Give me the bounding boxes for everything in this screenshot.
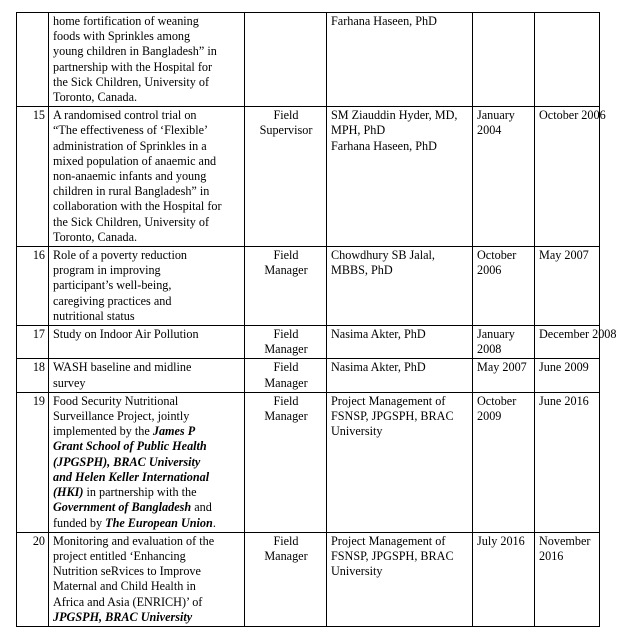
text-segment: funded by	[53, 515, 106, 530]
role-line: Field	[273, 393, 299, 408]
role-cell	[245, 392, 327, 532]
principal-investigator-cell	[327, 392, 473, 532]
project-title-line: A randomised control trial on	[53, 108, 197, 123]
project-title-line: nutritional status	[53, 308, 135, 323]
role-cell	[245, 532, 327, 626]
project-title-line	[53, 485, 241, 500]
project-title-line: caregiving practices and	[53, 293, 172, 308]
project-title-line: partnership with the Hospital for	[53, 59, 213, 74]
role-cell	[245, 13, 327, 107]
end-date-line: October 2006	[539, 108, 606, 123]
start-date-cell	[473, 532, 535, 626]
project-title-line: Role of a poverty reduction	[53, 248, 188, 263]
project-title-line: children in rural Bangladesh” in	[53, 184, 210, 199]
text-segment: .	[212, 515, 216, 530]
row-number-cell	[17, 392, 49, 532]
table-row	[17, 532, 600, 626]
project-title-line: foods with Sprinkles among	[53, 29, 191, 44]
end-date-cell	[535, 107, 606, 247]
project-title-line: “The effectiveness of ‘Flexible’	[53, 123, 209, 138]
start-date-line: 2009	[477, 409, 502, 424]
role-line: Field	[273, 327, 299, 342]
end-date-cell	[535, 359, 600, 392]
role-cell	[245, 326, 327, 359]
principal-investigator-line: University	[331, 424, 383, 439]
row-number: 20	[32, 533, 45, 548]
principal-investigator-line: MBBS, PhD	[331, 263, 393, 278]
table-row	[17, 107, 600, 247]
start-date-cell	[473, 326, 535, 359]
emphasized-text: (HKI)	[53, 485, 84, 500]
end-date-cell	[535, 532, 600, 626]
role-line: Manager	[264, 342, 308, 357]
start-date-line: October	[477, 248, 517, 263]
project-title-cell	[49, 107, 245, 247]
project-title-line: program in improving	[53, 263, 161, 278]
project-title-line	[53, 564, 241, 579]
principal-investigator-cell	[327, 247, 473, 326]
project-title-line: young children in Bangladesh” in	[53, 44, 217, 59]
emphasized-text: Government of Bangladesh	[53, 500, 192, 515]
role-line: Field	[273, 533, 299, 548]
table-row	[17, 392, 600, 532]
principal-investigator-line: University	[331, 564, 383, 579]
row-number-cell	[17, 359, 49, 392]
project-title-line: the Sick Children, University of	[53, 74, 210, 89]
principal-investigator-cell	[327, 532, 473, 626]
end-date-cell	[535, 326, 617, 359]
text-segment: Africa and Asia (ENRICH)’ of	[53, 594, 203, 609]
project-title-line: Study on Indoor Air Pollution	[53, 327, 199, 342]
role-line: Manager	[264, 548, 308, 563]
project-title-line: administration of Sprinkles in a	[53, 138, 207, 153]
role-cell	[245, 359, 327, 392]
row-number-cell	[17, 326, 49, 359]
row-number: 18	[32, 360, 45, 375]
start-date-cell	[473, 107, 535, 247]
start-date-line: January	[477, 327, 515, 342]
end-date-cell	[535, 247, 600, 326]
principal-investigator-line: Farhana Haseen, PhD	[331, 138, 437, 153]
emphasized-text: Grant School of Public Health	[53, 439, 207, 454]
start-date-line: July 2016	[477, 533, 525, 548]
end-date-line: June 2016	[539, 393, 589, 408]
principal-investigator-line: Chowdhury SB Jalal,	[331, 248, 435, 263]
project-title-line	[53, 516, 241, 531]
project-title-line: the Sick Children, University of	[53, 214, 210, 229]
principal-investigator-line: Nasima Akter, PhD	[331, 327, 426, 342]
project-title-line	[53, 579, 241, 594]
text-segment: Nutrition seRvices to Improve	[53, 564, 201, 579]
principal-investigator-cell	[327, 13, 473, 107]
start-date-line: October	[477, 393, 517, 408]
end-date-line: 2016	[539, 548, 564, 563]
projects-table-body	[17, 13, 617, 627]
project-title-line	[53, 595, 241, 610]
text-segment: Surveillance Project, jointly	[53, 409, 190, 424]
end-date-line: June 2009	[539, 360, 589, 375]
start-date-line: May 2007	[477, 360, 527, 375]
project-title-cell	[49, 392, 245, 532]
principal-investigator-line: Project Management of	[331, 533, 446, 548]
text-segment: Maternal and Child Health in	[53, 579, 196, 594]
row-number-cell	[17, 107, 49, 247]
project-title-cell	[49, 13, 245, 107]
end-date-line: November	[539, 533, 591, 548]
emphasized-text: The European Union	[105, 515, 213, 530]
principal-investigator-line: Nasima Akter, PhD	[331, 360, 426, 375]
start-date-cell	[473, 359, 535, 392]
start-date-cell	[473, 392, 535, 532]
start-date-cell	[473, 13, 535, 107]
emphasized-text: (JPGSPH), BRAC University	[53, 454, 201, 469]
start-date-line: January	[477, 108, 515, 123]
row-number: 16	[32, 248, 45, 263]
end-date-cell	[535, 392, 600, 532]
project-title-line: Toronto, Canada.	[53, 90, 138, 105]
text-segment: implemented by the	[53, 424, 153, 439]
project-title-line	[53, 424, 241, 439]
principal-investigator-line: Project Management of	[331, 393, 446, 408]
text-segment: Monitoring and evaluation of the	[53, 533, 215, 548]
project-title-line: mixed population of anaemic and	[53, 153, 217, 168]
principal-investigator-line: Farhana Haseen, PhD	[331, 14, 437, 28]
project-title-line	[53, 549, 241, 564]
row-number: 19	[32, 393, 45, 408]
project-title-line: collaboration with the Hospital for	[53, 199, 222, 214]
project-title-line	[53, 610, 241, 625]
project-title-cell	[49, 247, 245, 326]
project-title-cell	[49, 359, 245, 392]
project-title-cell	[49, 532, 245, 626]
project-title-line: survey	[53, 375, 86, 390]
row-number: 17	[32, 327, 45, 342]
emphasized-text: and Helen Keller International	[53, 469, 210, 484]
principal-investigator-cell	[327, 326, 473, 359]
project-title-line: participant’s well-being,	[53, 278, 172, 293]
end-date-cell	[535, 13, 600, 107]
role-line: Manager	[264, 409, 308, 424]
project-title-line	[53, 394, 241, 409]
table-row	[17, 359, 600, 392]
principal-investigator-line: MPH, PhD	[331, 123, 386, 138]
row-number: 15	[32, 108, 45, 123]
principal-investigator-line: FSNSP, JPGSPH, BRAC	[331, 409, 454, 424]
emphasized-text: JPGSPH, BRAC University	[53, 609, 193, 624]
role-line: Manager	[264, 263, 308, 278]
role-cell	[245, 107, 327, 247]
project-title-line	[53, 470, 241, 485]
projects-table	[16, 12, 617, 627]
principal-investigator-line: FSNSP, JPGSPH, BRAC	[331, 548, 454, 563]
row-number-cell	[17, 13, 49, 107]
text-segment: in partnership with the	[83, 485, 197, 500]
row-number-cell	[17, 532, 49, 626]
table-row	[17, 247, 600, 326]
role-line: Field	[273, 108, 299, 123]
project-title-line	[53, 500, 241, 515]
project-title-line	[53, 439, 241, 454]
project-title-line: Toronto, Canada.	[53, 229, 138, 244]
principal-investigator-line: SM Ziauddin Hyder, MD,	[331, 108, 458, 123]
project-title-line	[53, 534, 241, 549]
role-line: Field	[273, 360, 299, 375]
start-date-line: 2008	[477, 342, 502, 357]
role-line: Manager	[264, 375, 308, 390]
table-row	[17, 13, 600, 107]
principal-investigator-cell	[327, 359, 473, 392]
role-cell	[245, 247, 327, 326]
project-title-line	[53, 409, 241, 424]
emphasized-text: James P	[152, 424, 196, 439]
project-title-line: home fortification of weaning	[53, 14, 199, 28]
project-title-cell	[49, 326, 245, 359]
project-title-line	[53, 455, 241, 470]
row-number-cell	[17, 247, 49, 326]
role-line: Supervisor	[259, 123, 313, 138]
end-date-line: May 2007	[539, 248, 589, 263]
start-date-cell	[473, 247, 535, 326]
role-line: Field	[273, 248, 299, 263]
principal-investigator-cell	[327, 107, 473, 247]
project-title-line: non-anaemic infants and young	[53, 169, 207, 184]
text-segment: Food Security Nutritional	[53, 393, 179, 408]
project-title-line: WASH baseline and midline	[53, 360, 192, 375]
start-date-line: 2006	[477, 263, 502, 278]
end-date-line: December 2008	[539, 327, 617, 342]
text-segment: project entitled ‘Enhancing	[53, 548, 186, 563]
start-date-line: 2004	[477, 123, 502, 138]
table-row	[17, 326, 600, 359]
text-segment: and	[191, 500, 212, 515]
